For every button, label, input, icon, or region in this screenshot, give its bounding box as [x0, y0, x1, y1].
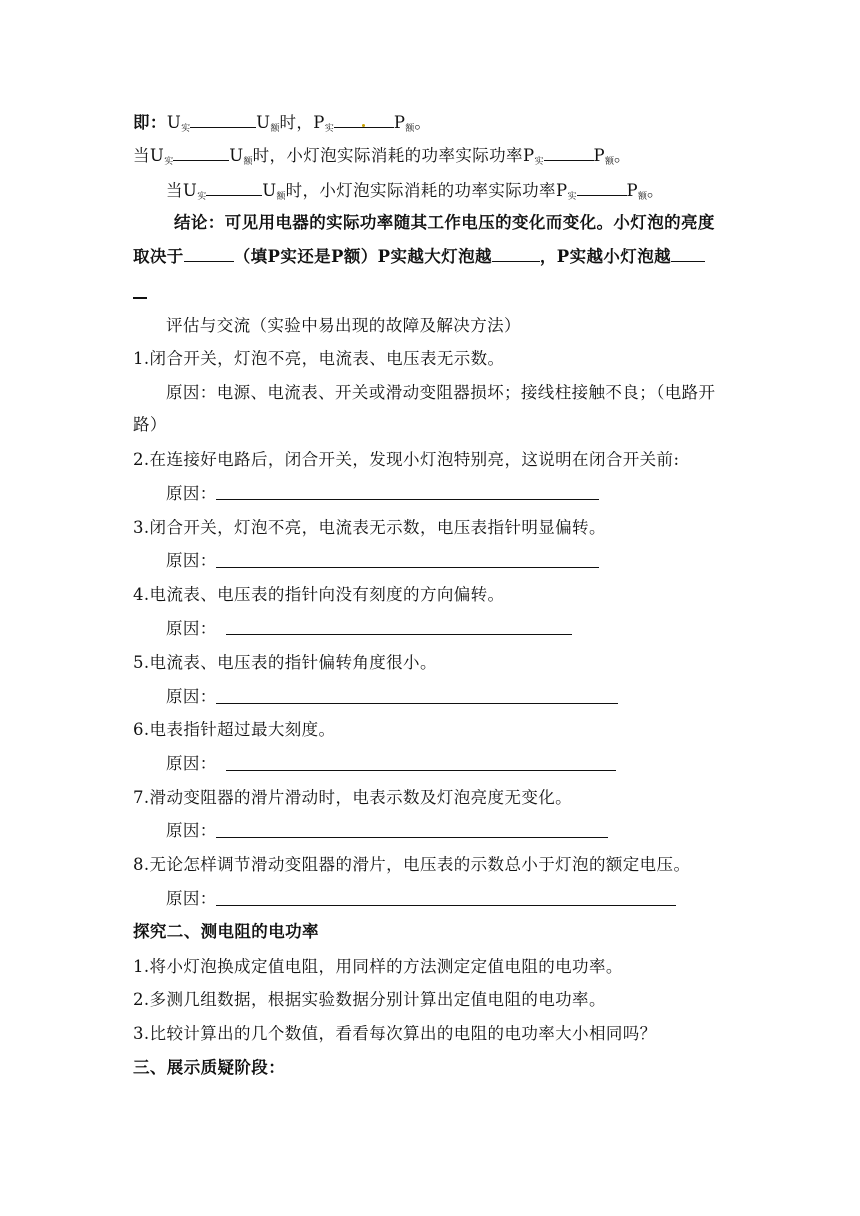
- subscript: 额: [605, 157, 615, 167]
- item-text: 电流表、电压表的指针偏转角度很小。: [149, 653, 437, 672]
- text: 。: [614, 146, 631, 165]
- text: 时，小灯泡实际消耗的功率实际功率: [285, 181, 556, 200]
- text: P: [377, 247, 391, 266]
- answer-line-4[interactable]: [226, 634, 572, 635]
- answer-line-2[interactable]: [216, 499, 599, 500]
- text: 实越小灯泡越: [569, 247, 671, 266]
- fill-blank[interactable]: [334, 112, 394, 128]
- subscript: 实: [197, 192, 207, 202]
- fill-blank[interactable]: [190, 112, 256, 128]
- item-number: 5.: [133, 653, 150, 672]
- u-symbol: U: [182, 181, 198, 200]
- item-text: 无论怎样调节滑动变阻器的滑片，电压表的示数总小于灯泡的额定电压。: [149, 855, 691, 874]
- inquiry-2-heading: 探究二、测电阻的电功率: [133, 922, 319, 941]
- subscript: 额: [276, 192, 286, 202]
- item-text: 闭合开关，灯泡不亮，电流表无示数，电压表指针明显偏转。: [149, 518, 606, 537]
- p-symbol: P: [393, 113, 406, 132]
- text: 时，: [279, 113, 314, 132]
- p-symbol: P: [555, 181, 568, 200]
- text: 当: [133, 146, 150, 165]
- reason-label-6: 原因：: [166, 754, 217, 773]
- item-number: 1.: [133, 349, 150, 368]
- fill-blank-continuation[interactable]: [133, 297, 147, 299]
- subscript: 实: [324, 124, 334, 134]
- u-symbol: U: [166, 113, 182, 132]
- inquiry-2-item-2: 2.多测几组数据，根据实验数据分别计算出定值电阻的电功率。: [133, 990, 606, 1009]
- item-text: 在连接好电路后，闭合开关，发现小灯泡特别亮，这说明在闭合开关前:: [149, 450, 680, 469]
- subscript: 额: [270, 124, 280, 134]
- evaluation-item-2: [133, 449, 679, 471]
- reason-label-8: 原因：: [166, 889, 217, 908]
- evaluation-item-5: [133, 652, 437, 674]
- evaluation-heading: 评估与交流（实验中易出现的故障及解决方法）: [166, 316, 521, 335]
- item-text: 闭合开关，灯泡不亮，电流表、电压表无示数。: [149, 349, 505, 368]
- formula-line-1: [133, 112, 431, 134]
- prefix-label: 即：: [133, 113, 167, 132]
- u-symbol: U: [149, 146, 165, 165]
- p-symbol: P: [626, 181, 639, 200]
- u-symbol: U: [262, 181, 277, 200]
- reason-label-5: 原因：: [166, 687, 217, 706]
- formula-line-3: [166, 180, 664, 202]
- fill-blank[interactable]: [206, 180, 262, 196]
- p-symbol: P: [593, 146, 606, 165]
- subscript: 额: [638, 192, 648, 202]
- item-number: 8.: [133, 855, 150, 874]
- answer-line-8[interactable]: [216, 905, 676, 906]
- section-3-heading: 三、展示质疑阶段：: [133, 1058, 286, 1077]
- inquiry-2-item-1: 1.将小灯泡换成定值电阻，用同样的方法测定定值电阻的电功率。: [133, 957, 623, 976]
- reason-label-3: 原因：: [166, 551, 217, 570]
- subscript: 实: [567, 192, 577, 202]
- item-number: 6.: [133, 720, 150, 739]
- fill-blank[interactable]: [173, 145, 229, 161]
- reason-1-line-1: 原因：电源、电流表、开关或滑动变阻器损坏；接线柱接触不良；（电路开: [166, 383, 716, 402]
- text: 取决于: [133, 247, 184, 266]
- item-number: 2.: [133, 450, 150, 469]
- item-number: 3.: [133, 518, 150, 537]
- answer-line-6[interactable]: [226, 770, 616, 771]
- evaluation-item-8: [133, 854, 690, 876]
- fill-blank[interactable]: [184, 246, 234, 262]
- subscript: 实: [164, 157, 174, 167]
- text: 当: [166, 181, 183, 200]
- text: 实还是: [280, 247, 332, 266]
- fill-blank[interactable]: [577, 180, 627, 196]
- answer-line-7[interactable]: [216, 837, 608, 838]
- subscript: 实: [534, 157, 544, 167]
- reason-1-line-2: 路）: [133, 415, 167, 434]
- reason-label-2: 原因：: [166, 484, 217, 503]
- evaluation-item-3: [133, 517, 606, 539]
- text: 时，小灯泡实际消耗的功率实际功率: [252, 146, 523, 165]
- item-text: 电流表、电压表的指针向没有刻度的方向偏转。: [149, 585, 505, 604]
- u-symbol: U: [256, 113, 271, 132]
- subscript: 额: [405, 124, 415, 134]
- u-symbol: U: [229, 146, 244, 165]
- text: ，: [539, 247, 557, 266]
- evaluation-item-4: [133, 584, 504, 606]
- text: P: [267, 247, 281, 266]
- inquiry-2-item-3: 3.比较计算出的几个数值，看看每次算出的电阻的电功率大小相同吗？: [133, 1024, 657, 1043]
- p-symbol: P: [313, 113, 325, 132]
- p-symbol: P: [522, 146, 535, 165]
- fill-blank[interactable]: [671, 246, 705, 262]
- conclusion-line-2: [133, 246, 705, 268]
- text: （填: [233, 247, 268, 266]
- fill-blank[interactable]: [492, 246, 540, 262]
- formula-line-2: [133, 145, 631, 167]
- evaluation-item-6: [133, 719, 335, 741]
- text: P: [331, 247, 344, 266]
- text: P: [556, 247, 570, 266]
- subscript: 额: [243, 157, 253, 167]
- conclusion-line-1: 结论：可见用电器的实际功率随其工作电压的变化而变化。小灯泡的亮度: [174, 213, 715, 232]
- subscript: 实: [181, 124, 191, 134]
- dot-mark: [362, 124, 365, 127]
- answer-line-3[interactable]: [216, 567, 599, 568]
- evaluation-item-1: [133, 348, 504, 370]
- text: 额）: [343, 247, 378, 266]
- fill-blank[interactable]: [544, 145, 594, 161]
- text: 实越大灯泡越: [390, 247, 492, 266]
- item-number: 4.: [133, 585, 150, 604]
- item-text: 电表指针超过最大刻度。: [149, 720, 336, 739]
- text: 。: [647, 181, 664, 200]
- text: 。: [414, 113, 432, 132]
- evaluation-item-7: [133, 787, 572, 809]
- answer-line-5[interactable]: [216, 703, 618, 704]
- reason-label-4: 原因：: [166, 619, 217, 638]
- item-text: 滑动变阻器的滑片滑动时，电表示数及灯泡亮度无变化。: [149, 788, 573, 807]
- item-number: 7.: [133, 788, 150, 807]
- reason-label-7: 原因：: [166, 821, 217, 840]
